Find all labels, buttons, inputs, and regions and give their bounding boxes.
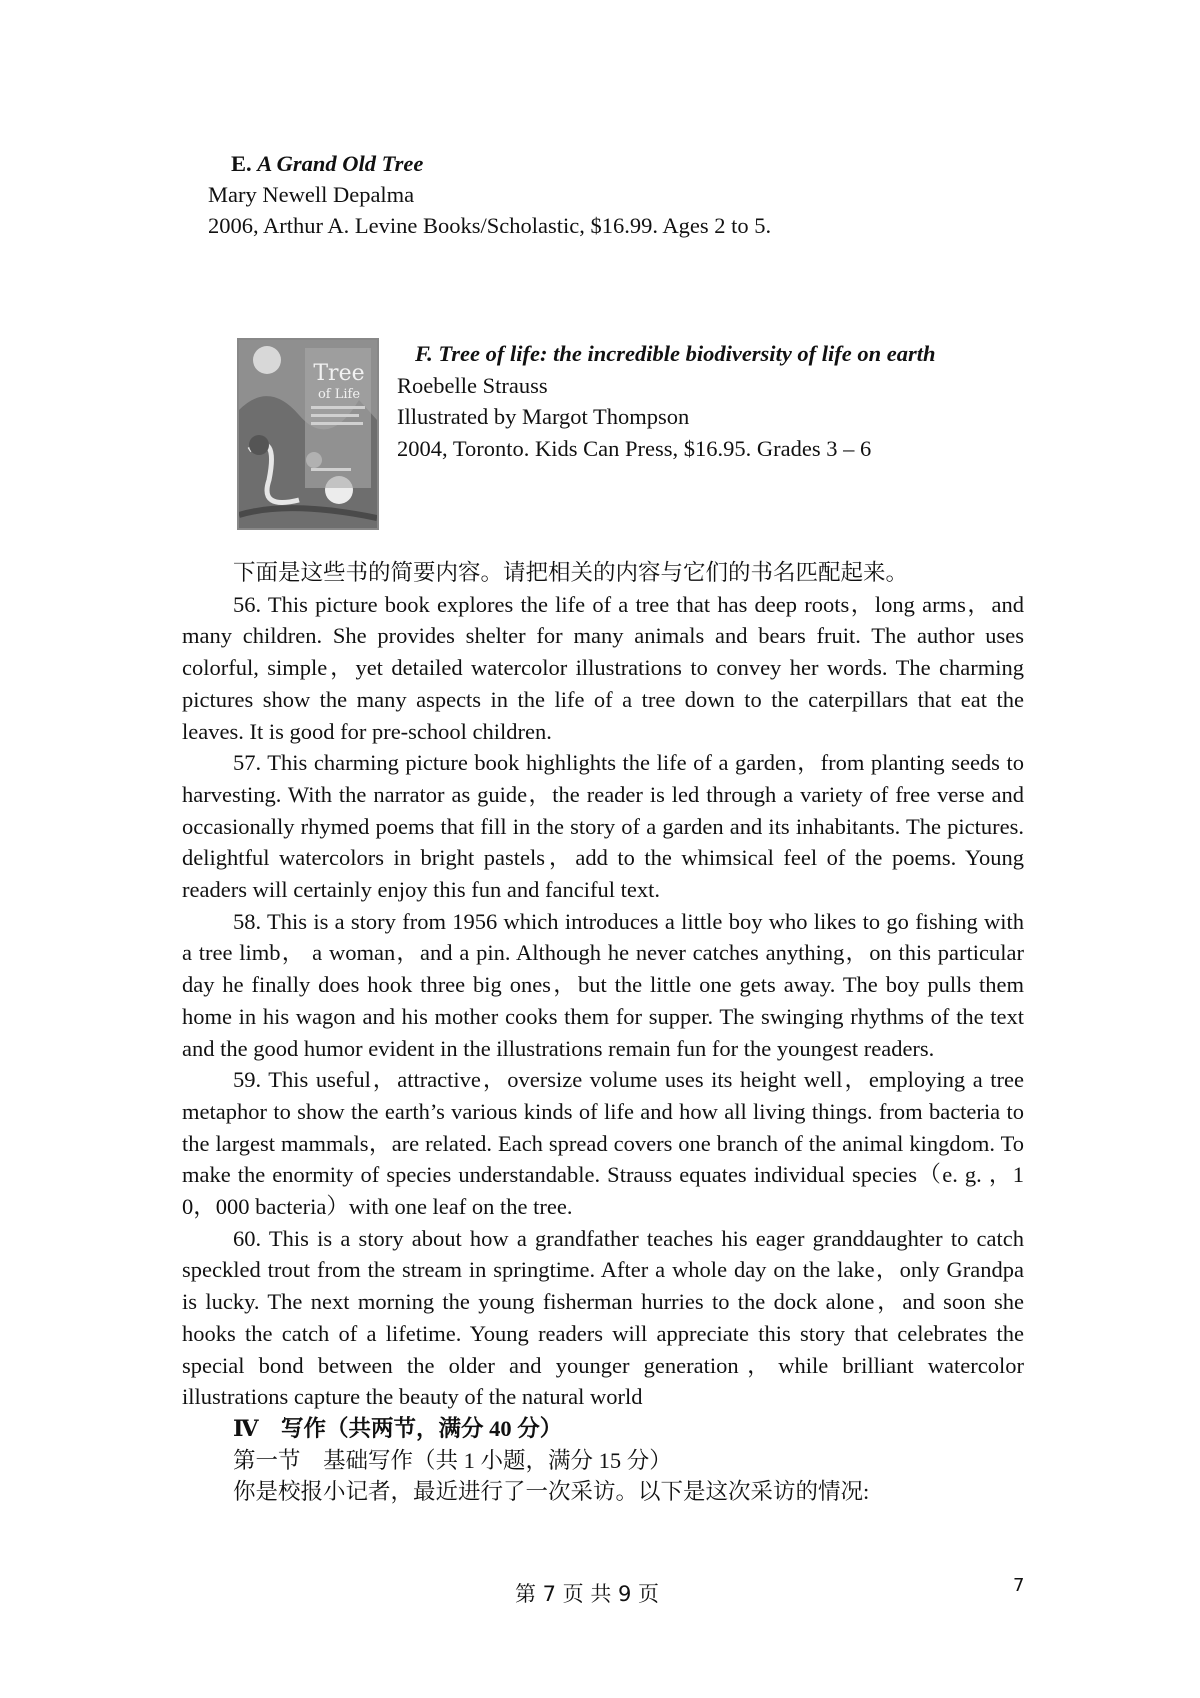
book-f-cover-image [237, 338, 379, 530]
passage-57: 57. This charming picture book highlights the life of a garden，from planting seeds to harvesting. With the narrator as guide，the reader is led through a variety of free verse and occasionally rhymed poems that fill in the story of a garden and its inhabitants. The pictures. delightful watercolors in bright pastels，add to the whimsical feel of the poems. Young readers will certainly enjoy this fun and fanciful text. [182, 750, 1024, 903]
matching-instruction: 下面是这些书的简要内容。请把相关的内容与它们的书名匹配起来。 [233, 560, 909, 585]
book-f-title: Tree of life: the incredible biodiversity of life on earth [438, 341, 936, 366]
book-f-details: 2004, Toronto. Kids Can Press, $16.95. Grades 3 – 6 [397, 435, 872, 461]
page-number: 7 [1013, 1575, 1025, 1596]
book-f-letter: F. [415, 341, 433, 366]
book-e-author: Mary Newell Depalma [208, 182, 415, 207]
book-e-title: A Grand Old Tree [257, 151, 424, 176]
cover-title-word-1: Tree [313, 361, 365, 386]
book-f-title-line [397, 338, 936, 370]
passage-56: 56. This picture book explores the life of a tree that has deep roots，long arms，and many children. She provides shelter for many animals and bears fruit. The author uses colorful, simple，yet detailed watercolor illustrations to convey her words. The charming pictures show the many aspects in the life of a tree down to the caterpillars that eat the leaves. It is good for pre-school children. [182, 591, 1024, 744]
passage-59: 59. This useful，attractive，oversize volume uses its height well，employing a tree metaphor to show the earth’s various kinds of life and how all living things. from bacteria to the largest mammals，are related. Each spread covers one branch of the animal kingdom. To make the enormity of species understandable. Strauss equates individual species（e. g. ，1 0，000 bacteria）with one leaf on the tree. [182, 1067, 1024, 1220]
cover-title-word-2: of Life [317, 387, 361, 402]
book-e-letter: E. [231, 151, 252, 176]
matching-section [182, 557, 1024, 1508]
book-e-details: 2006, Arthur A. Levine Books/Scholastic, $16.99. Ages 2 to 5. [208, 213, 772, 238]
task-intro: 你是校报小记者，最近进行了一次采访。以下是这次采访的情况: [233, 1479, 870, 1505]
book-f-author: Roebelle Strauss [397, 372, 548, 398]
passage-60: 60. This is a story about how a grandfather teaches his eager granddaughter to catch speckled trout from the stream in springtime. After a whole day on the lake，only Grandpa is lucky. The next morning the young fisherman hurries to the dock alone，and soon she hooks the catch of a lifetime. Young readers will appreciate this story that celebrates the special bond between the older and younger generation，while brilliant watercolor illustrations capture the beauty of the natural world [182, 1225, 1024, 1410]
book-f-illustrator: Illustrated by Margot Thompson [397, 404, 690, 429]
book-f-entry [397, 338, 936, 464]
page-label: 第 7 页 共 9 页 [514, 1582, 660, 1606]
subsection-heading: 第一节 基础写作（共 1 小题，满分 15 分） [233, 1447, 672, 1473]
passage-58: 58. This is a story from 1956 which introduces a little boy who likes to go fishing with a tree limb， a woman，and a pin. Although he never catches anything，on this particular day he finally does hook three big ones，but the little one gets away. The boy pulls them home in his wagon and his mother cooks them for supper. The swinging rhythms of the text and the good humor evident in the illustrations remain fun for the youngest readers. [182, 908, 1024, 1061]
book-e-entry [208, 148, 771, 241]
book-e-title-line [208, 148, 771, 179]
section-heading: Ⅳ 写作（共两节，满分 40 分） [233, 1415, 563, 1441]
